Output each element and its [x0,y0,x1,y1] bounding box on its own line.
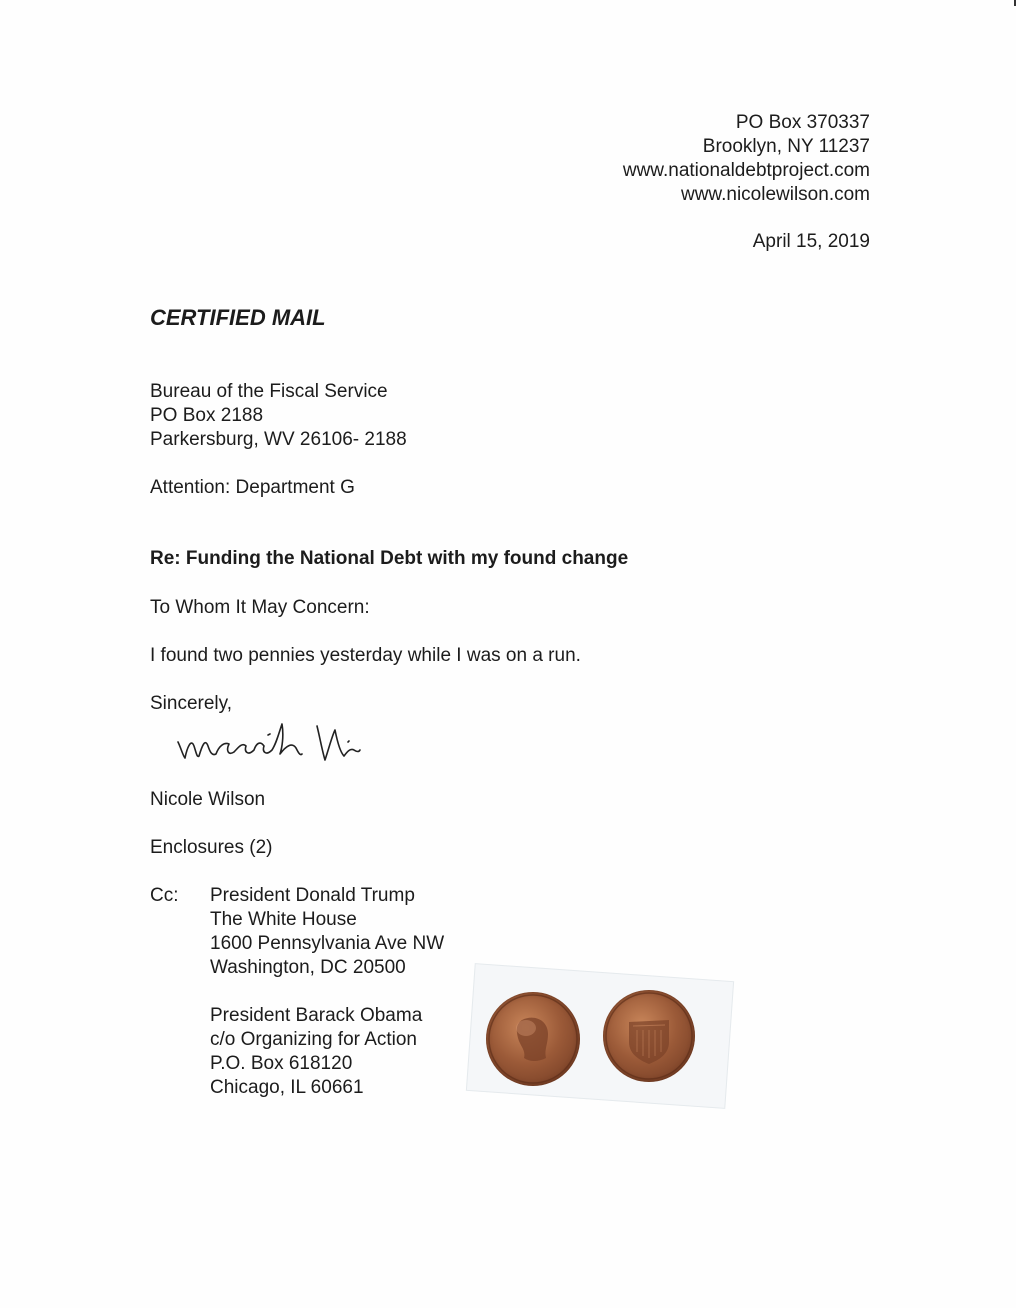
cc-recipient-1-line-3: 1600 Pennsylvania Ave NW [210,933,445,954]
penny-heads-relief-icon [486,992,580,1086]
cc-label: Cc: [150,885,179,906]
enclosures-line: Enclosures (2) [150,837,273,858]
letter-date: April 15, 2019 [752,231,870,252]
subject-line: Re: Funding the National Debt with my found change [150,548,629,569]
sender-website-1: www.nationaldebtproject.com [622,160,870,181]
cc-recipient-2 [210,1004,422,1100]
cc-recipient-2-line-2: c/o Organizing for Action [210,1029,417,1050]
cc-recipient-1-line-4: Washington, DC 20500 [210,957,406,978]
cc-recipient-1-line-2: The White House [210,909,357,930]
cc-recipient-2-line-4: Chicago, IL 60661 [210,1077,364,1098]
cc-recipient-2-line-1: President Barack Obama [210,1005,423,1026]
recipient-name: Bureau of the Fiscal Service [150,381,388,402]
penny-tails-shield-icon [603,990,695,1082]
sender-city-line: Brooklyn, NY 11237 [702,136,870,157]
handwritten-signature [172,708,362,772]
cc-recipient-2-line-3: P.O. Box 618120 [210,1053,353,1074]
recipient-city-line: Parkersburg, WV 26106- 2188 [150,429,407,450]
signer-name: Nicole Wilson [150,789,266,810]
recipient-po-box: PO Box 2188 [150,405,264,426]
attention-line: Attention: Department G [150,477,355,498]
recipient-address [150,380,407,452]
sender-po-box: PO Box 370337 [735,112,870,133]
penny-tails [603,990,695,1082]
sender-address [623,111,870,207]
penny-heads [486,992,580,1086]
cc-recipient-1 [210,884,444,980]
letter-body: I found two pennies yesterday while I was on a run. [150,645,581,666]
closing: Sincerely, [150,693,233,714]
sender-website-2: www.nicolewilson.com [680,184,870,205]
cc-recipient-1-line-1: President Donald Trump [210,885,415,906]
salutation: To Whom It May Concern: [150,597,370,618]
delivery-method: CERTIFIED MAIL [150,305,326,330]
